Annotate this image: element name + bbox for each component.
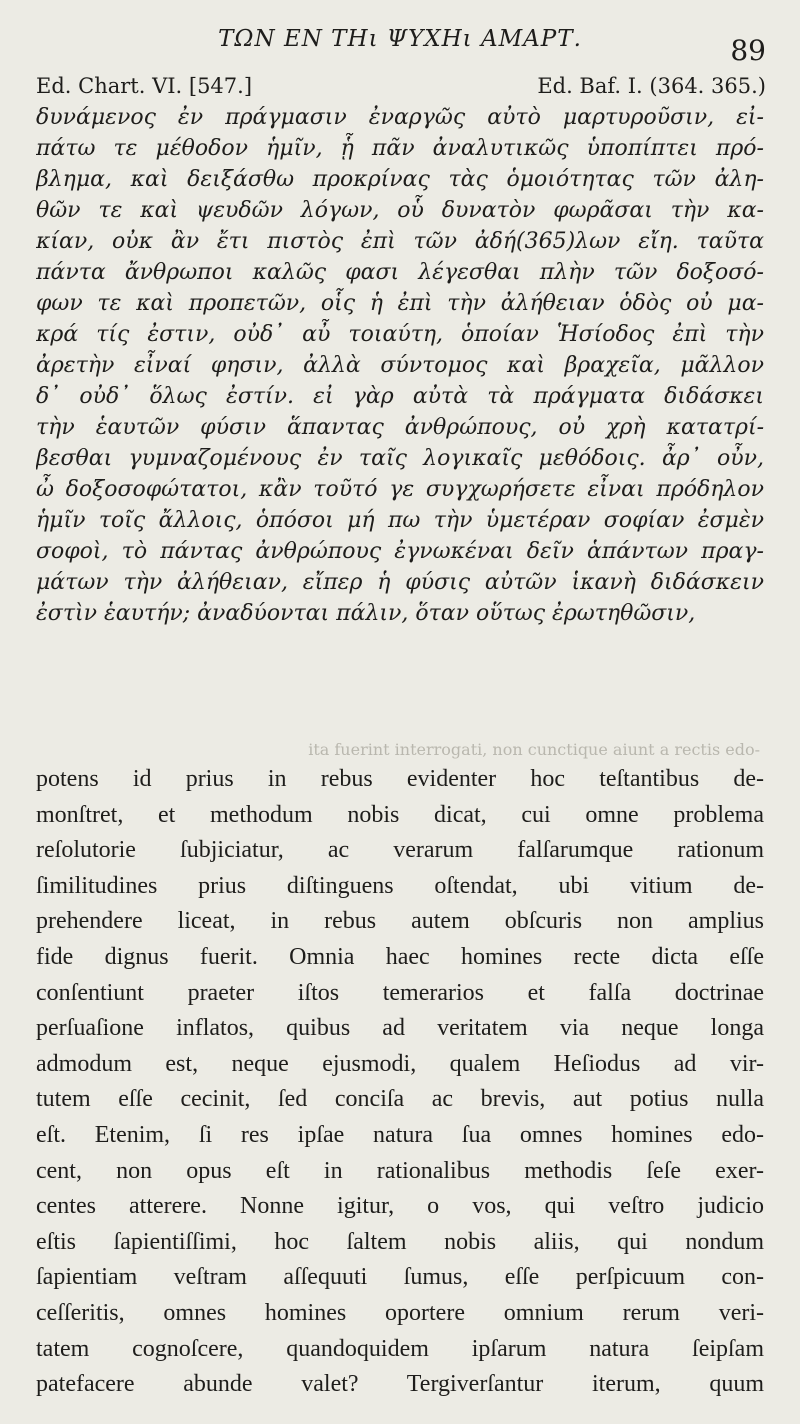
greek-text-line: μάτων τὴν ἀλήθειαν, εἴπερ ἡ φύσις αὐτῶν ἱκανὴ διδάσκειν (36, 570, 764, 595)
greek-text-line: κρά τίς ἐστιν, οὐδ᾽ αὖ τοιαύτη, ὁποίαν Ἡσίοδος ἐπὶ τὴν (36, 322, 764, 347)
greek-text-line: τὴν ἑαυτῶν φύσιν ἅπαντας ἀνθρώπους, οὐ χρὴ κατατρί- (36, 415, 764, 440)
running-head: ΤΩΝ ΕΝ ΤΗι ΨΥΧΗι ΑΜΑΡΤ. (218, 26, 582, 52)
latin-text-line: reſolutorie ſubjiciatur, ac verarum falſarumque rationum (36, 837, 764, 864)
latin-text-line: perſuaſione inflatos, quibus ad veritatem via neque longa (36, 1015, 764, 1042)
edition-left: Ed. Chart. VI. [547.] (36, 74, 253, 98)
greek-text-line: φων τε καὶ προπετῶν, οἷς ἡ ἐπὶ τὴν ἀλήθειαν ὁδὸς οὐ μα- (36, 291, 764, 316)
edition-references (36, 74, 766, 98)
latin-text-line: ſimilitudines prius diſtinguens oſtendat, ubi vitium de- (36, 872, 764, 899)
latin-text-block (36, 762, 764, 1403)
greek-text-line: δ᾽ οὐδ᾽ ὅλως ἐστίν. εἰ γὰρ αὐτὰ τὰ πράγματα διδάσκει (36, 384, 764, 409)
latin-text-line: patefacere abunde valet? Tergiverſantur iterum, quum (36, 1371, 764, 1398)
latin-text-line: ſapientiam veſtram aſſequuti ſumus, eſſe perſpicuum con- (36, 1264, 764, 1291)
latin-text-line: conſentiunt praeter iſtos temerarios et falſa doctrinae (36, 979, 764, 1006)
greek-text-block (36, 102, 764, 629)
latin-text-line: fide dignus fuerit. Omnia haec homines recte dicta eſſe (36, 943, 764, 970)
greek-text-line: πάτω τε μέθοδον ἡμῖν, ᾗ πᾶν ἀναλυτικῶς ὑποπίπτει πρό- (36, 136, 764, 161)
latin-text-line: prehendere liceat, in rebus autem obſcuris non amplius (36, 908, 764, 935)
edition-right: Ed. Baf. I. (364. 365.) (537, 74, 766, 98)
latin-text-line: centes atterere. Nonne igitur, o vos, qui veſtro judicio (36, 1193, 764, 1220)
latin-text-line: tatem cognoſcere, quandoquidem ipſarum natura ſeipſam (36, 1335, 764, 1362)
greek-text-line: δυνάμενος ἐν πράγμασιν ἐναργῶς αὐτὸ μαρτυροῦσιν, εἰ- (36, 105, 764, 130)
greek-text-line: ἐστὶν ἑαυτήν; ἀναδύονται πάλιν, ὅταν οὕτως ἐρωτηθῶσιν, (36, 601, 696, 626)
greek-text-line: ὦ δοξοσοφώτατοι, κἂν τοῦτό γε συγχωρήσετε εἶναι πρόδηλον (36, 477, 764, 502)
greek-text-line: θῶν τε καὶ ψευδῶν λόγων, οὗ δυνατὸν φωρᾶσαι τὴν κα- (36, 198, 764, 223)
bleed-through-text: ita fuerint interrogati, non cunctique aiunt a rectis edo- (308, 740, 760, 759)
greek-text-line: ἡμῖν τοῖς ἄλλοις, ὁπόσοι μή πω τὴν ὑμετέραν σοφίαν ἐσμὲν (36, 508, 764, 533)
greek-text-line: κίαν, οὐκ ἂν ἔτι πιστὸς ἐπὶ τῶν ἀδή(365)λων εἴη. ταῦτα (36, 229, 764, 254)
greek-text-line: πάντα ἄνθρωποι καλῶς φασι λέγεσθαι πλὴν τῶν δοξοσό- (36, 260, 764, 285)
latin-text-line: monſtret, et methodum nobis dicat, cui omne problema (36, 801, 764, 828)
latin-text-line: ceſſeritis, omnes homines oportere omnium rerum veri- (36, 1299, 764, 1326)
greek-text-line: σοφοὶ, τὸ πάντας ἀνθρώπους ἐγνωκέναι δεῖν ἁπάντων πραγ- (36, 539, 764, 564)
greek-text-line: βεσθαι γυμναζομένους ἐν ταῖς λογικαῖς μεθόδοις. ἆρ᾽ οὖν, (36, 446, 764, 471)
page-number: 89 (730, 34, 766, 67)
greek-text-line: βλημα, καὶ δειξάσθω προκρίνας τὰς ὁμοιότητας τῶν ἀλη- (36, 167, 764, 192)
latin-text-line: eſtis ſapientiſſimi, hoc ſaltem nobis aliis, qui nondum (36, 1228, 764, 1255)
latin-text-line: tutem eſſe cecinit, ſed conciſa ac brevis, aut potius nulla (36, 1086, 764, 1113)
latin-text-line: admodum est, neque ejusmodi, qualem Heſiodus ad vir- (36, 1050, 764, 1077)
greek-text-line: ἀρετὴν εἶναί φησιν, ἀλλὰ σύντομος καὶ βραχεῖα, μᾶλλον (36, 353, 764, 378)
latin-text-line: potens id prius in rebus evidenter hoc teſtantibus de- (36, 766, 764, 792)
latin-text-line: eſt. Etenim, ſi res ipſae natura ſua omnes homines edo- (36, 1121, 764, 1148)
latin-text-line: cent, non opus eſt in rationalibus methodis ſeſe exer- (36, 1157, 764, 1184)
